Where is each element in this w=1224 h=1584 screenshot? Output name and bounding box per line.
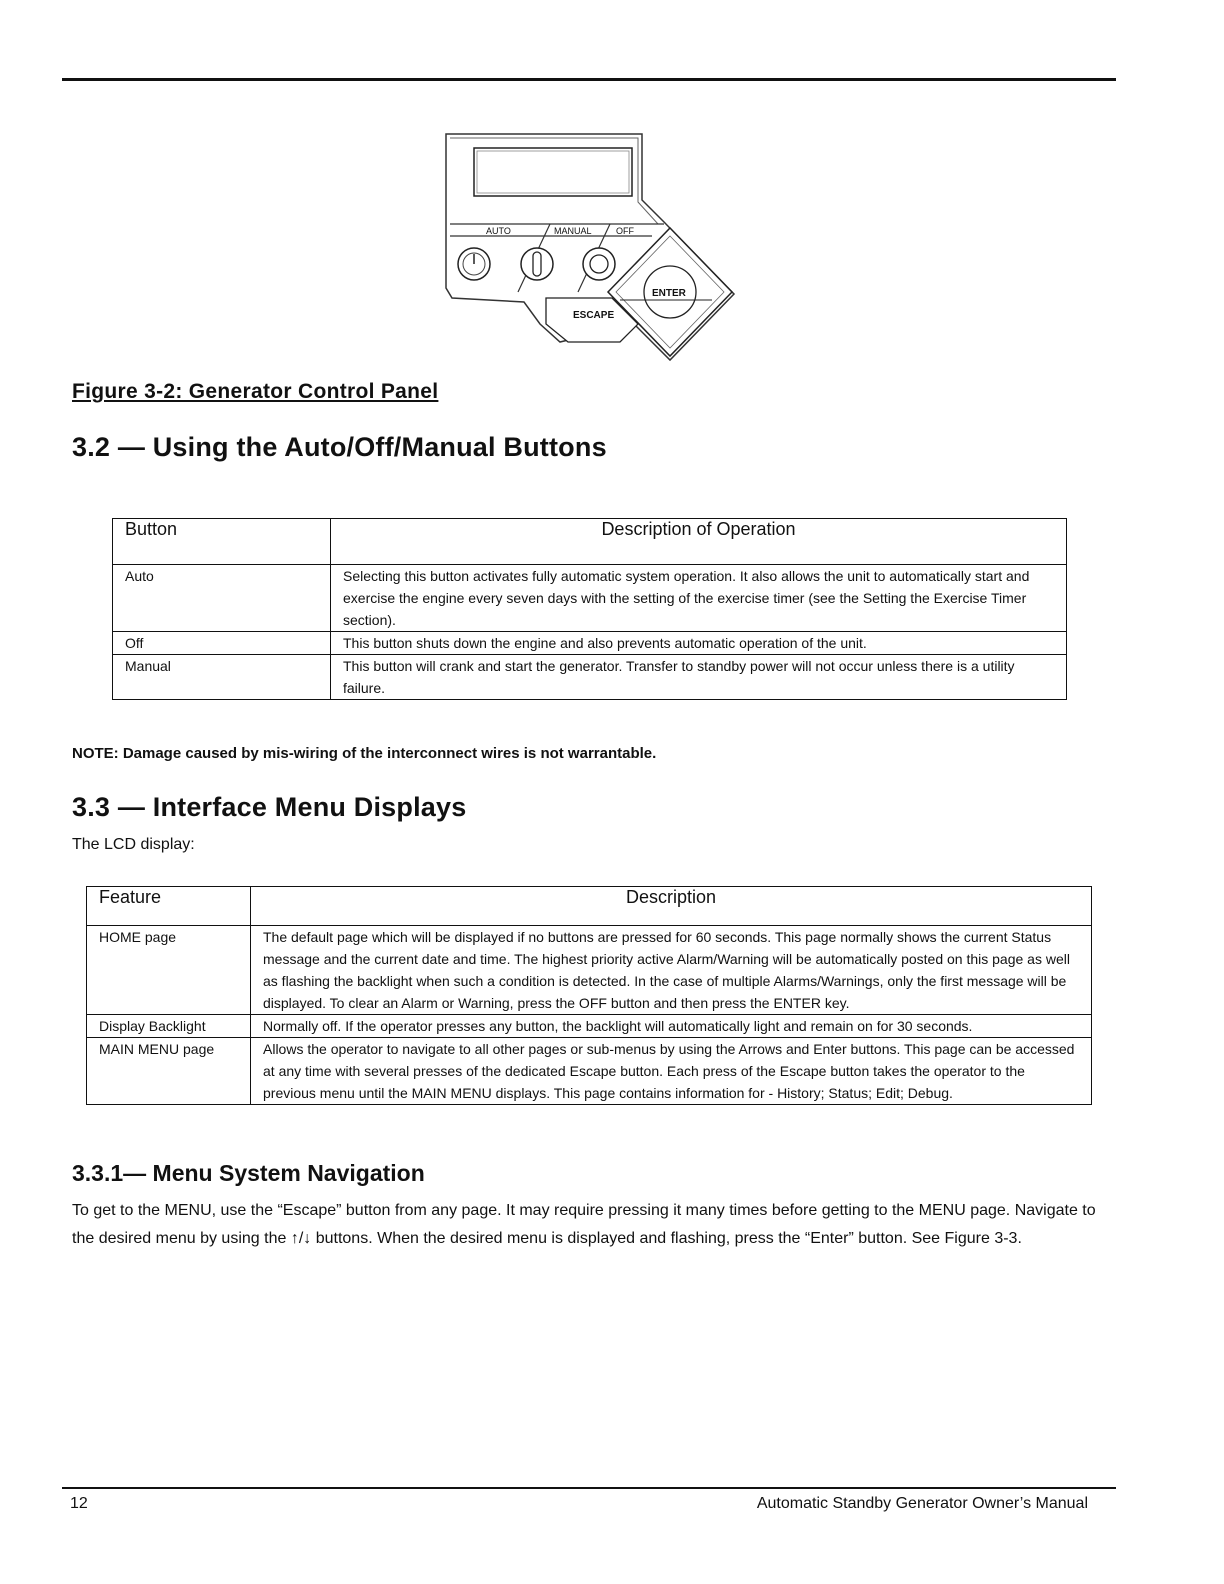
auto-button-icon <box>458 248 490 280</box>
col-header-feature: Feature <box>87 887 251 926</box>
feature-description: Normally off. If the operator presses any button, the backlight will automatically light and remain on for 30 seconds. <box>251 1015 1092 1038</box>
lcd-features-table <box>86 886 1092 1105</box>
lcd-intro: The LCD display: <box>72 836 195 853</box>
figure-caption: Figure 3-2: Generator Control Panel <box>72 380 439 403</box>
feature-name: MAIN MENU page <box>87 1038 251 1105</box>
button-name: Auto <box>113 565 331 632</box>
control-panel-figure <box>442 128 737 366</box>
button-description: This button shuts down the engine and also prevents automatic operation of the unit. <box>331 632 1067 655</box>
feature-description: Allows the operator to navigate to all other pages or sub-menus by using the Arrows and Enter buttons. This page can be accessed at any time with several presses of the dedicated Escape button. Each press of the Escape button takes the operator to the previous menu until the MAIN MENU displays. This page contains information for - History; Status; Edit; Debug. <box>251 1038 1092 1105</box>
col-header-button: Button <box>113 519 331 565</box>
table-header-row <box>113 519 1067 565</box>
table-row <box>113 565 1067 632</box>
page-number: 12 <box>70 1495 88 1512</box>
header-rule <box>62 78 1116 81</box>
paragraph-text: buttons. When the desired menu is displayed and flashing, press the “Enter” button. See Figure 3-3. <box>311 1230 1022 1247</box>
feature-description: The default page which will be displayed if no buttons are pressed for 60 seconds. This page normally shows the current Status message and the current date and time. The highest priority active Alarm/Warning will be automatically posted on this page as well as flashing the backlight when such a condition is detected. In the case of multiple Alarms/Warnings, only the first message will be displayed. To clear an Alarm or Warning, press the OFF button and then press the ENTER key. <box>251 926 1092 1015</box>
footer-rule <box>62 1487 1116 1489</box>
feature-name: HOME page <box>87 926 251 1015</box>
section-3-3-heading: 3.3 — Interface Menu Displays <box>72 792 467 822</box>
button-name: Off <box>113 632 331 655</box>
paragraph-text: To get to the MENU, use the “Escape” button from any page. It may require pressing it many times before getting to the MENU page. Navigate to the desired menu by using the <box>72 1202 1096 1247</box>
feature-name: Display Backlight <box>87 1015 251 1038</box>
enter-label: ENTER <box>652 288 686 299</box>
col-header-description: Description of Operation <box>331 519 1067 565</box>
table-row <box>87 926 1092 1015</box>
navigation-paragraph <box>72 1197 1112 1253</box>
button-name: Manual <box>113 655 331 700</box>
off-label: OFF <box>616 226 634 236</box>
up-down-arrows-icon: ↑/↓ <box>290 1230 312 1247</box>
manual-button-icon <box>521 248 553 280</box>
manual-label: MANUAL <box>554 226 592 236</box>
section-3-3-1-heading: 3.3.1— Menu System Navigation <box>72 1160 425 1186</box>
off-button-icon <box>583 248 615 280</box>
button-description: Selecting this button activates fully automatic system operation. It also allows the unit to automatically start and exercise the engine every seven days with the setting of the exercise timer (see the Setting the Exercise Timer section). <box>331 565 1067 632</box>
lcd-window <box>474 148 632 196</box>
table-row <box>113 655 1067 700</box>
buttons-table <box>112 518 1067 700</box>
auto-label: AUTO <box>486 226 511 236</box>
escape-label: ESCAPE <box>573 310 615 321</box>
button-description: This button will crank and start the generator. Transfer to standby power will not occur unless there is a utility failure. <box>331 655 1067 700</box>
table-row <box>87 1038 1092 1105</box>
table-row <box>113 632 1067 655</box>
section-3-2-heading: 3.2 — Using the Auto/Off/Manual Buttons <box>72 432 607 462</box>
manual-title: Automatic Standby Generator Owner’s Manual <box>756 1495 1088 1512</box>
col-header-description: Description <box>251 887 1092 926</box>
table-row <box>87 1015 1092 1038</box>
warranty-note: NOTE: Damage caused by mis-wiring of the interconnect wires is not warrantable. <box>72 745 657 762</box>
table-header-row <box>87 887 1092 926</box>
